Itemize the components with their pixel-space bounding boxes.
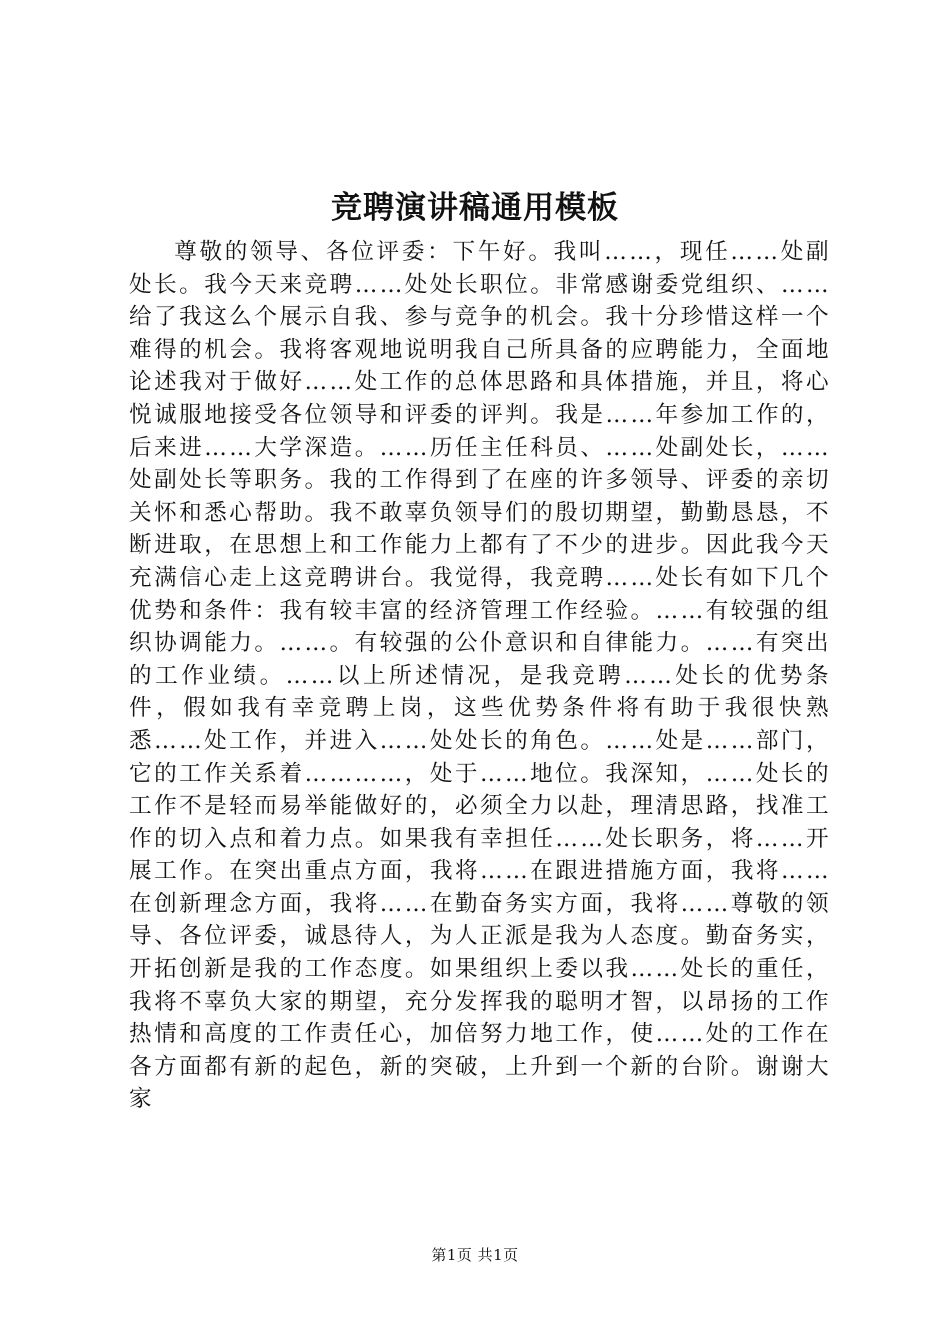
- document-body-paragraph: 尊敬的领导、各位评委：下午好。我叫……，现任……处副处长。我今天来竞聘……处处长职位。非常感谢委党组织、……给了我这么个展示自我、参与竞争的机会。我十分珍惜这样一个难得的机会。我将客观地说明我自己所具备的应聘能力，全面地论述我对于做好……处工作的总体思路和具体措施，并且，将心悦诚服地接受各位领导和评委的评判。我是……年参加工作的，后来进……大学深造。……历任主任科员、……处副处长，……处副处长等职务。我的工作得到了在座的许多领导、评委的亲切关怀和悉心帮助。我不敢辜负领导们的殷切期望，勤勤恳恳，不断进取，在思想上和工作能力上都有了不少的进步。因此我今天充满信心走上这竞聘讲台。我觉得，我竞聘……处长有如下几个优势和条件：我有较丰富的经济管理工作经验。……有较强的组织协调能力。……。有较强的公仆意识和自律能力。……有突出的工作业绩。……以上所述情况，是我竞聘……处长的优势条件，假如我有幸竞聘上岗，这些优势条件将有助于我很快熟悉……处工作，并进入……处处长的角色。……处是……部门，它的工作关系着…………，处于……地位。我深知，……处长的工作不是轻而易举能做好的，必须全力以赴，理清思路，找准工作的切入点和着力点。如果我有幸担任……处长职务，将……开展工作。在突出重点方面，我将……在跟进措施方面，我将……在创新理念方面，我将……在勤奋务实方面，我将……尊敬的领导、各位评委，诚恳待人，为人正派是我为人态度。勤奋务实，开拓创新是我的工作态度。如果组织上委以我……处长的重任，我将不辜负大家的期望，充分发挥我的聪明才智，以昂扬的工作热情和高度的工作责任心，加倍努力地工作，使……处的工作在各方面都有新的起色，新的突破，上升到一个新的台阶。谢谢大家: [129, 239, 831, 1113]
- page-number-footer: 第1页 共1页: [431, 1246, 519, 1264]
- document-title: 竞聘演讲稿通用模板: [331, 190, 619, 226]
